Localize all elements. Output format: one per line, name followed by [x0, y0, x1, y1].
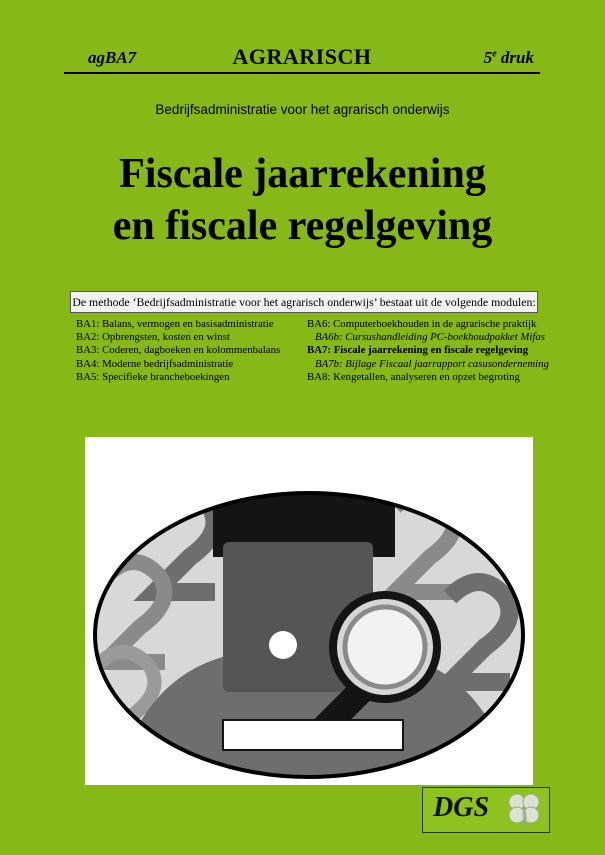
figure-paper: [223, 720, 403, 750]
title-line-1: Fiscale jaarrekening: [119, 151, 486, 197]
publisher-logo: [422, 787, 550, 833]
module-item: BA2: Opbrengsten, kosten en winst: [76, 331, 230, 344]
module-item: BA1: Balans, vermogen en basisadministratie: [76, 318, 274, 330]
module-item-current: BA7: Fiscale jaarrekening en fiscale regelgeving: [307, 344, 529, 357]
modules-left-column: [76, 318, 280, 384]
magnifier-inner-lens: [345, 607, 425, 687]
module-item-sub: BA6b: Cursushandleiding PC-boekhoudpakket Mifas: [315, 331, 545, 344]
edition-number: 5: [483, 48, 493, 67]
subtitle: Bedrijfsadministratie voor het agrarisch onderwijs: [155, 102, 450, 117]
magnifying-glass-illustration: [85, 437, 533, 785]
figure-eye: [269, 631, 297, 659]
module-item: BA6: Computerboekhouden in de agrarische praktijk: [307, 318, 537, 330]
module-item: BA5: Specifieke branchebоekingen: [76, 370, 230, 383]
category-label: AGRARISCH: [232, 44, 372, 69]
edition-suffix: e: [492, 48, 497, 60]
modules-right-column: [307, 318, 549, 384]
module-item: BA8: Kengetallen, analyseren en opzet begroting: [307, 370, 520, 383]
publisher-name: DGS: [433, 792, 490, 823]
edition-label: [484, 48, 534, 68]
module-item: BA3: Coderen, dagboeken en kolommenbalans: [76, 344, 281, 357]
edition-word: druk: [496, 48, 534, 67]
module-item: BA4: Moderne bedrijfsadministratie: [76, 357, 234, 370]
book-title: [0, 148, 605, 252]
title-line-2: en fiscale regelgeving: [112, 203, 493, 249]
clover-icon: [505, 792, 543, 828]
illustration-graphic: [85, 437, 533, 785]
module-item-sub: BA7b: Bijlage Fiscaal jaarrapport casusonderneming: [315, 357, 549, 370]
header-bar: [64, 46, 540, 74]
modules-intro: De methode ‘Bedrijfsadministratie voor het agrarisch onderwijs’ bestaat uit de volgende modulen:: [70, 291, 538, 313]
series-code: agBA7: [88, 48, 137, 67]
